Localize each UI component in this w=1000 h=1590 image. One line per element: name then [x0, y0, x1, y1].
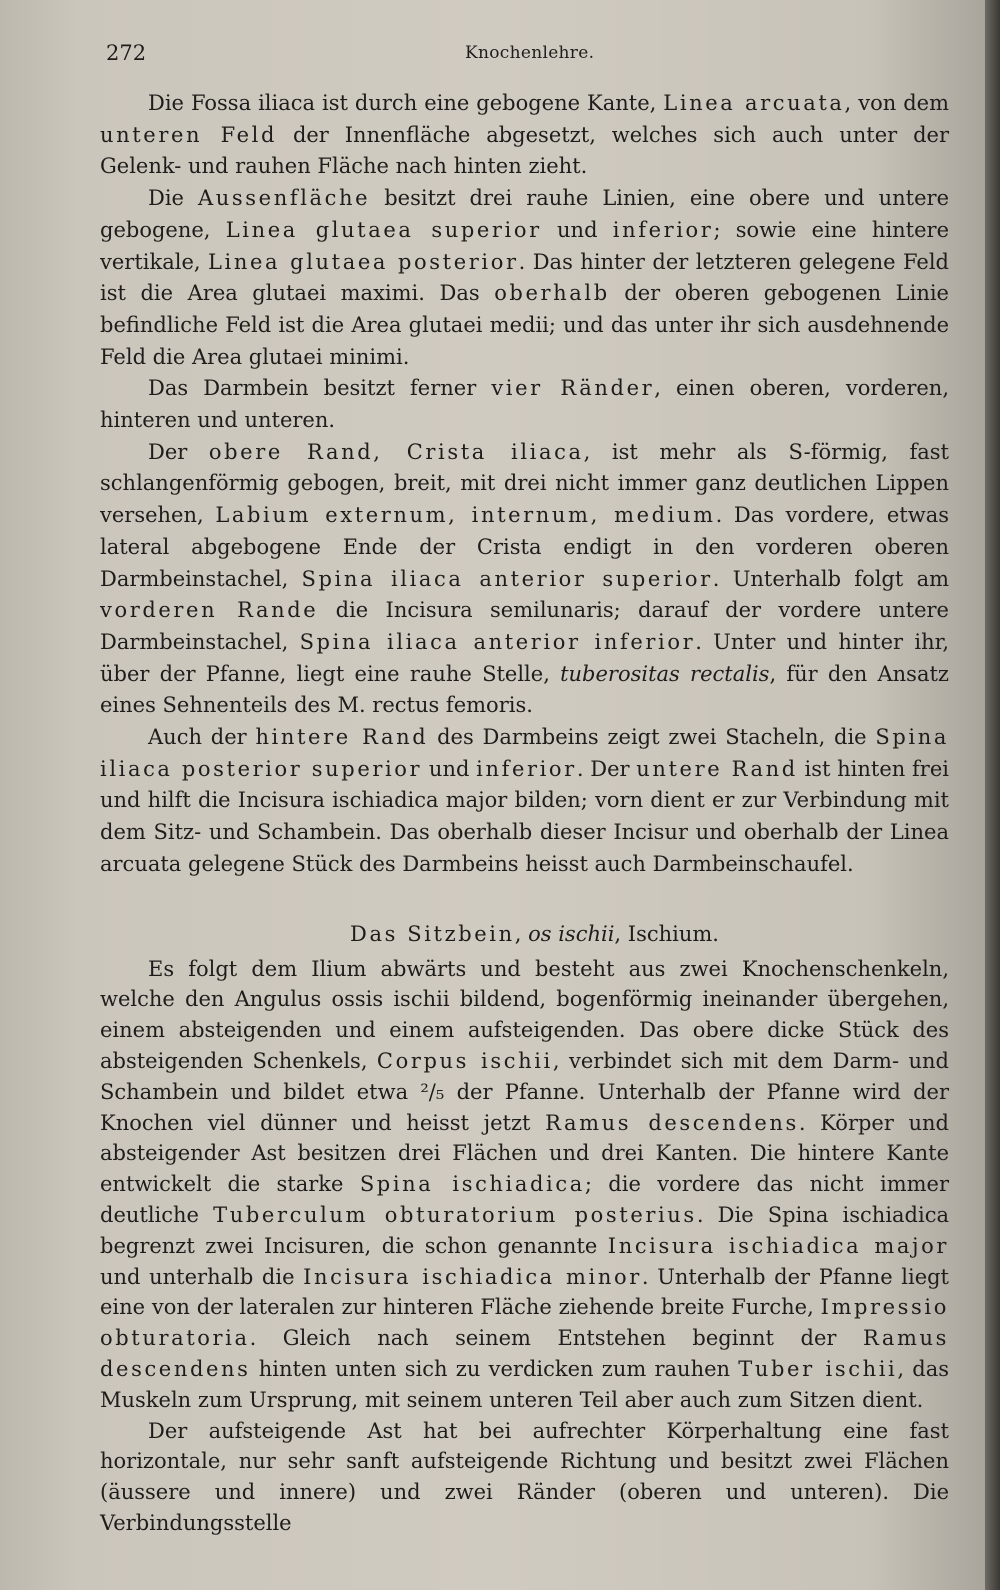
spaced-term: Impressio obturatoria	[100, 1295, 949, 1351]
paragraph	[100, 373, 949, 436]
text-run: ist hinten frei und hilft die Incisura ischiadica major bilden; vorn dient er zur Verbindung mit dem Sitz- und Schambein. Das oberhalb dieser Incisur und oberhalb der Linea arcuata gelegene Stück des Darmbeins heisst auch Darmbeinschaufel.	[100, 756, 949, 876]
text-run: , einen oberen, vorderen, hinteren und unteren.	[100, 376, 949, 433]
text-run: besitzt drei rauhe Linien, eine obere und untere gebogene,	[100, 186, 949, 242]
paragraph	[100, 1416, 949, 1539]
text-run: ; sowie eine hintere vertikale,	[100, 217, 950, 274]
text-run: . Das hinter der letzteren gelegene Feld ist die Area glutaei maximi. Das	[100, 249, 950, 306]
running-title: Knochenlehre.	[465, 43, 595, 63]
spaced-term: obere Rand, Crista iliaca	[208, 439, 584, 464]
spaced-term: Linea glutaea posterior	[208, 249, 519, 274]
text-run: . Unterhalb folgt am	[712, 566, 949, 591]
paragraph	[100, 722, 949, 881]
spaced-term: Incisura ischiadica minor	[303, 1264, 642, 1289]
page-number: 272	[106, 41, 147, 65]
spaced-term: Linea glutaea superior	[225, 217, 542, 242]
italic-term: tuberositas rectalis	[560, 661, 770, 686]
italic-term: os ischii	[528, 921, 615, 946]
spaced-term: Spina iliaca anterior superior	[301, 566, 713, 591]
text-run: . Der	[576, 756, 637, 781]
text-run: ; die vordere das nicht immer deutliche	[100, 1172, 949, 1227]
spaced-term: hintere Rand	[255, 725, 429, 750]
spaced-term: Tuber ischii	[738, 1356, 898, 1381]
running-head	[100, 36, 949, 70]
spaced-term: Spina iliaca anterior inferior	[299, 629, 696, 654]
text-run: und	[422, 756, 477, 781]
spaced-term: Spina iliaca posterior superior	[100, 725, 949, 781]
spaced-term: Das Sitzbein	[350, 921, 515, 946]
text-run: , das Muskeln zum Ursprung, mit seinem unteren Teil aber auch zum Sitzen dient.	[100, 1356, 949, 1412]
text-run: . Die Spina ischiadica begrenzt zwei Incisuren, die schon genannte	[100, 1202, 949, 1258]
text-run: . Unterhalb der Pfanne liegt eine von der lateralen zur hinteren Fläche ziehende breite Furche,	[100, 1264, 949, 1320]
text-run: , ist mehr als S-förmig, fast schlangenförmig gebogen, breit, mit drei nicht immer ganz deutlichen Lippen versehen,	[100, 439, 949, 528]
text-run: hinten unten sich zu verdicken zum rauhen	[250, 1356, 739, 1381]
text-run: Es folgt dem Ilium abwärts und besteht aus zwei Knochenschenkeln, welche den Angulus ossis ischii bildend, bogenförmig ineinander übergehen, einem absteigenden und einem aufsteigenden. Das obere dicke Stück des absteigenden Schenkels,	[100, 956, 949, 1073]
spaced-term: inferior	[476, 756, 577, 781]
text-run: ,	[514, 921, 529, 946]
text-run: Das Darmbein besitzt ferner	[148, 376, 492, 401]
text-run: und unterhalb die	[100, 1264, 304, 1289]
text-run: . Gleich nach seinem Entstehen beginnt der	[249, 1326, 863, 1351]
spaced-term: Ramus descendens	[100, 1326, 949, 1381]
spaced-term: inferior	[612, 217, 714, 242]
spaced-term: vorderen Rande	[100, 598, 319, 623]
text-run: Der	[148, 439, 209, 464]
section-body	[100, 954, 949, 1539]
text-run: . Unter und hinter ihr, über der Pfanne, liegt eine rauhe Stelle,	[100, 629, 950, 686]
text-run: des Darmbeins zeigt zwei Stacheln, die	[428, 725, 876, 750]
spaced-term: Aussenfläche	[198, 186, 371, 211]
spaced-term: Linea arcuata	[663, 91, 845, 115]
text-run: . Körper und absteigender Ast besitzen drei Flächen und drei Kanten. Die hintere Kante entwickelt die starke	[100, 1110, 950, 1197]
text-run: , verbindet sich mit dem Darm- und Schambein und bildet etwa ²/₅ der Pfanne. Unterhalb der Pfanne wird der Knochen viel dünner und heisst jetzt	[100, 1048, 949, 1135]
paragraph	[100, 183, 949, 373]
body-text	[100, 88, 949, 1539]
text-run: Der aufsteigende Ast hat bei aufrechter Körperhaltung eine fast horizontale, nur sehr sanft aufsteigende Richtung und besitzt zwei Flächen (äussere und innere) und zwei Ränder (oberen und unteren). Die Verbindungsstelle	[100, 1418, 949, 1535]
text-run: der Innenfläche abgesetzt, welches sich auch unter der Gelenk- und rauhen Fläche nach hinten zieht.	[100, 122, 949, 179]
page-edge	[985, 0, 1000, 1590]
text-run: Die Fossa iliaca ist durch eine gebogene Kante,	[148, 91, 664, 115]
spaced-term: Spina ischiadica	[359, 1172, 585, 1197]
spaced-term: Labium externum, internum, medium	[215, 503, 716, 528]
text-run: , von dem	[844, 91, 949, 115]
paragraph	[100, 954, 949, 1416]
text-run: Die	[148, 186, 199, 211]
text-run: die Incisura semilunaris; darauf der vordere untere Darmbeinstachel,	[100, 598, 949, 654]
paragraph	[100, 437, 949, 722]
text-run: , Ischium.	[614, 921, 719, 946]
spaced-term: Ramus descendens	[545, 1110, 799, 1135]
spaced-term: oberhalb	[494, 281, 610, 306]
paragraph	[100, 88, 949, 183]
text-run: . Das vordere, etwas lateral abgebogene Ende der Crista endigt in den vorderen oberen Darmbeinstachel,	[100, 503, 949, 591]
section-heading	[100, 916, 949, 952]
spaced-term: untere Rand	[636, 756, 798, 781]
text-run: der oberen gebogenen Linie befindliche Feld ist die Area glutaei medii; und das unter ihr sich ausdehnende Feld die Area glutaei minimi.	[100, 281, 949, 369]
spaced-term: unteren Feld	[100, 122, 278, 147]
spaced-term: Corpus ischii	[376, 1048, 553, 1073]
text-run: und	[541, 217, 613, 242]
spaced-term: vier Ränder	[491, 376, 655, 401]
text-run: Auch der	[148, 725, 256, 750]
spaced-term: Incisura ischiadica major	[607, 1233, 949, 1258]
spaced-term: Tuberculum obturatorium posterius	[213, 1202, 697, 1227]
text-run: , für den Ansatz eines Sehnenteils des M. rectus femoris.	[100, 661, 949, 718]
